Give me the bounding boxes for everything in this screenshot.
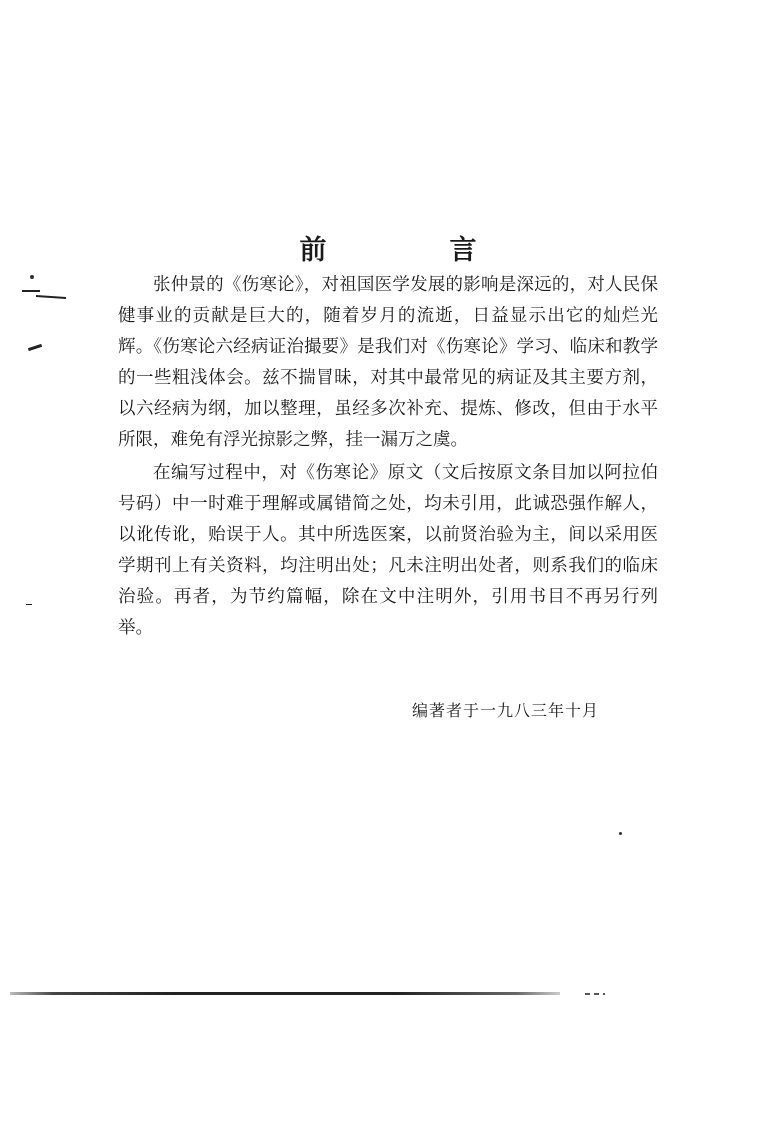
scan-mark <box>36 295 66 299</box>
scan-mark <box>26 604 32 605</box>
scan-speck <box>30 275 34 279</box>
scan-mark <box>28 344 42 351</box>
signature-date: 编著者于一九八三年十月 <box>412 701 600 720</box>
preface-body <box>118 270 658 646</box>
scan-mark <box>22 290 40 292</box>
bottom-scan-rule <box>10 992 560 995</box>
page-title: 前 言 <box>299 235 525 267</box>
bottom-scan-rule-tail <box>585 993 605 995</box>
preface-paragraph: 在编写过程中，对《伤寒论》原文（文后按原文条目加以阿拉伯号码）中一时难于理解或属错简之处，均未引用，此诚恐强作解人，以讹传讹，贻误于人。其中所选医案，以前贤治验为主，间以采用医学期刊上有关资料，均注明出处；凡未注明出处者，则系我们的临床治验。再者，为节约篇幅，除在文中注明外，引用书目不再另行列举。 <box>118 463 658 638</box>
preface-paragraph: 张仲景的《伤寒论》，对祖国医学发展的影响是深远的，对人民保健事业的贡献是巨大的，随着岁月的流逝，日益显示出它的灿烂光辉。《伤寒论六经病证治撮要》是我们对《伤寒论》学习、临床和教学的一些粗浅体会。兹不揣冒昧，对其中最常见的病证及其主要方剂，以六经病为纲，加以整理，虽经多次补充、提炼、修改，但由于水平所限，难免有浮光掠影之弊，挂一漏万之虞。 <box>118 275 658 450</box>
scan-speck <box>619 832 622 835</box>
